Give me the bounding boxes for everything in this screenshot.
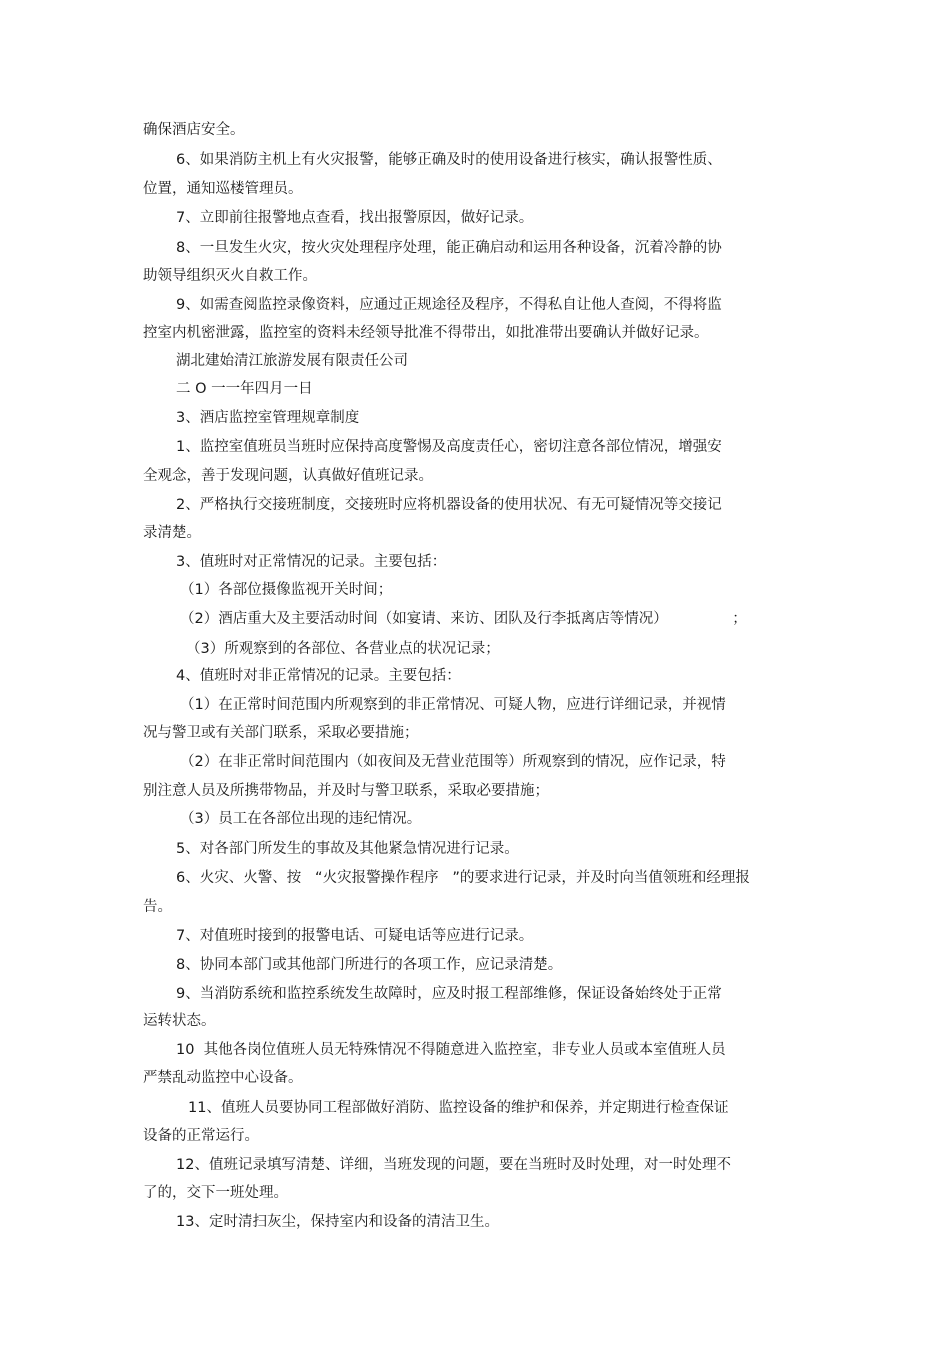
document-date: 二 O 一一年四月一日 [176, 381, 313, 397]
text-line: （2）酒店重大及主要活动时间（如宴请、来访、团队及行李抵离店等情况） ； [180, 611, 747, 627]
text-line: 况与警卫或有关部门联系，采取必要措施； [143, 725, 419, 741]
text-line: （3）员工在各部位出现的违纪情况。 [180, 811, 422, 827]
text-line: 控室内机密泄露，监控室的资料未经领导批准不得带出，如批准带出要确认并做好记录。 [143, 325, 709, 341]
text-line: 5、对各部门所发生的事故及其他紧急情况进行记录。 [176, 841, 519, 857]
text-line: 9、当消防系统和监控系统发生故障时，应及时报工程部维修，保证设备始终处于正常 [176, 986, 722, 1002]
text-line: 1、监控室值班员当班时应保持高度警惕及高度责任心，密切注意各部位情况，增强安 [176, 439, 722, 455]
text-line: 别注意人员及所携带物品，并及时与警卫联系，采取必要措施； [143, 783, 549, 799]
text-line: 助领导组织灭火自救工作。 [143, 268, 317, 284]
text-line: 确保酒店安全。 [143, 122, 245, 138]
text-line: 7、对值班时接到的报警电话、可疑电话等应进行记录。 [176, 928, 534, 944]
text-line: 12、值班记录填写清楚、详细，当班发现的问题，要在当班时及时处理，对一时处理不 [176, 1157, 731, 1173]
text-line: 运转状态。 [143, 1013, 216, 1029]
text-line: 8、一旦发生火灾，按火灾处理程序处理，能正确启动和运用各种设备，沉着冷静的协 [176, 240, 722, 256]
text-line: 严禁乱动监控中心设备。 [143, 1070, 303, 1086]
text-line: （1）各部位摄像监视开关时间； [180, 582, 393, 598]
text-line: 13、定时清扫灰尘，保持室内和设备的清洁卫生。 [176, 1214, 499, 1230]
text-line: 设备的正常运行。 [143, 1128, 259, 1144]
text-line: 9、如需查阅监控录像资料，应通过正规途径及程序，不得私自让他人查阅，不得将监 [176, 297, 722, 313]
text-line: （1）在正常时间范围内所观察到的非正常情况、可疑人物，应进行详细记录，并视情 [180, 697, 726, 713]
text-line: 6、火灾、火警、按 “火灾报警操作程序 ”的要求进行记录，并及时向当值领班和经理报 [176, 870, 750, 886]
text-line: （2）在非正常时间范围内（如夜间及无营业范围等）所观察到的情况，应作记录，特 [180, 754, 726, 770]
text-line: 3、值班时对正常情况的记录。主要包括： [176, 554, 447, 570]
text-line: 6、如果消防主机上有火灾报警，能够正确及时的使用设备进行核实，确认报警性质、 [176, 152, 722, 168]
text-line: 11、值班人员要协同工程部做好消防、监控设备的维护和保养，并定期进行检查保证 [188, 1100, 729, 1116]
text-line: 了的，交下一班处理。 [143, 1185, 288, 1201]
section-heading: 3、酒店监控室管理规章制度 [176, 410, 360, 426]
text-line: 7、立即前往报警地点查看，找出报警原因，做好记录。 [176, 210, 534, 226]
text-line: 位置，通知巡楼管理员。 [143, 181, 303, 197]
text-line: 2、严格执行交接班制度，交接班时应将机器设备的使用状况、有无可疑情况等交接记 [176, 497, 722, 513]
text-line: 4、值班时对非正常情况的记录。主要包括： [176, 668, 461, 684]
text-line: 8、协同本部门或其他部门所进行的各项工作，应记录清楚。 [176, 957, 563, 973]
text-line: 全观念，善于发现问题，认真做好值班记录。 [143, 468, 433, 484]
text-line: （3）所观察到的各部位、各营业点的状况记录； [186, 641, 500, 657]
text-line: 告。 [143, 899, 172, 915]
text-line: 10 其他各岗位值班人员无特殊情况不得随意进入监控室，非专业人员或本室值班人员 [176, 1042, 726, 1058]
company-name: 湖北建始清江旅游发展有限责任公司 [176, 353, 408, 369]
text-line: 录清楚。 [143, 525, 201, 541]
